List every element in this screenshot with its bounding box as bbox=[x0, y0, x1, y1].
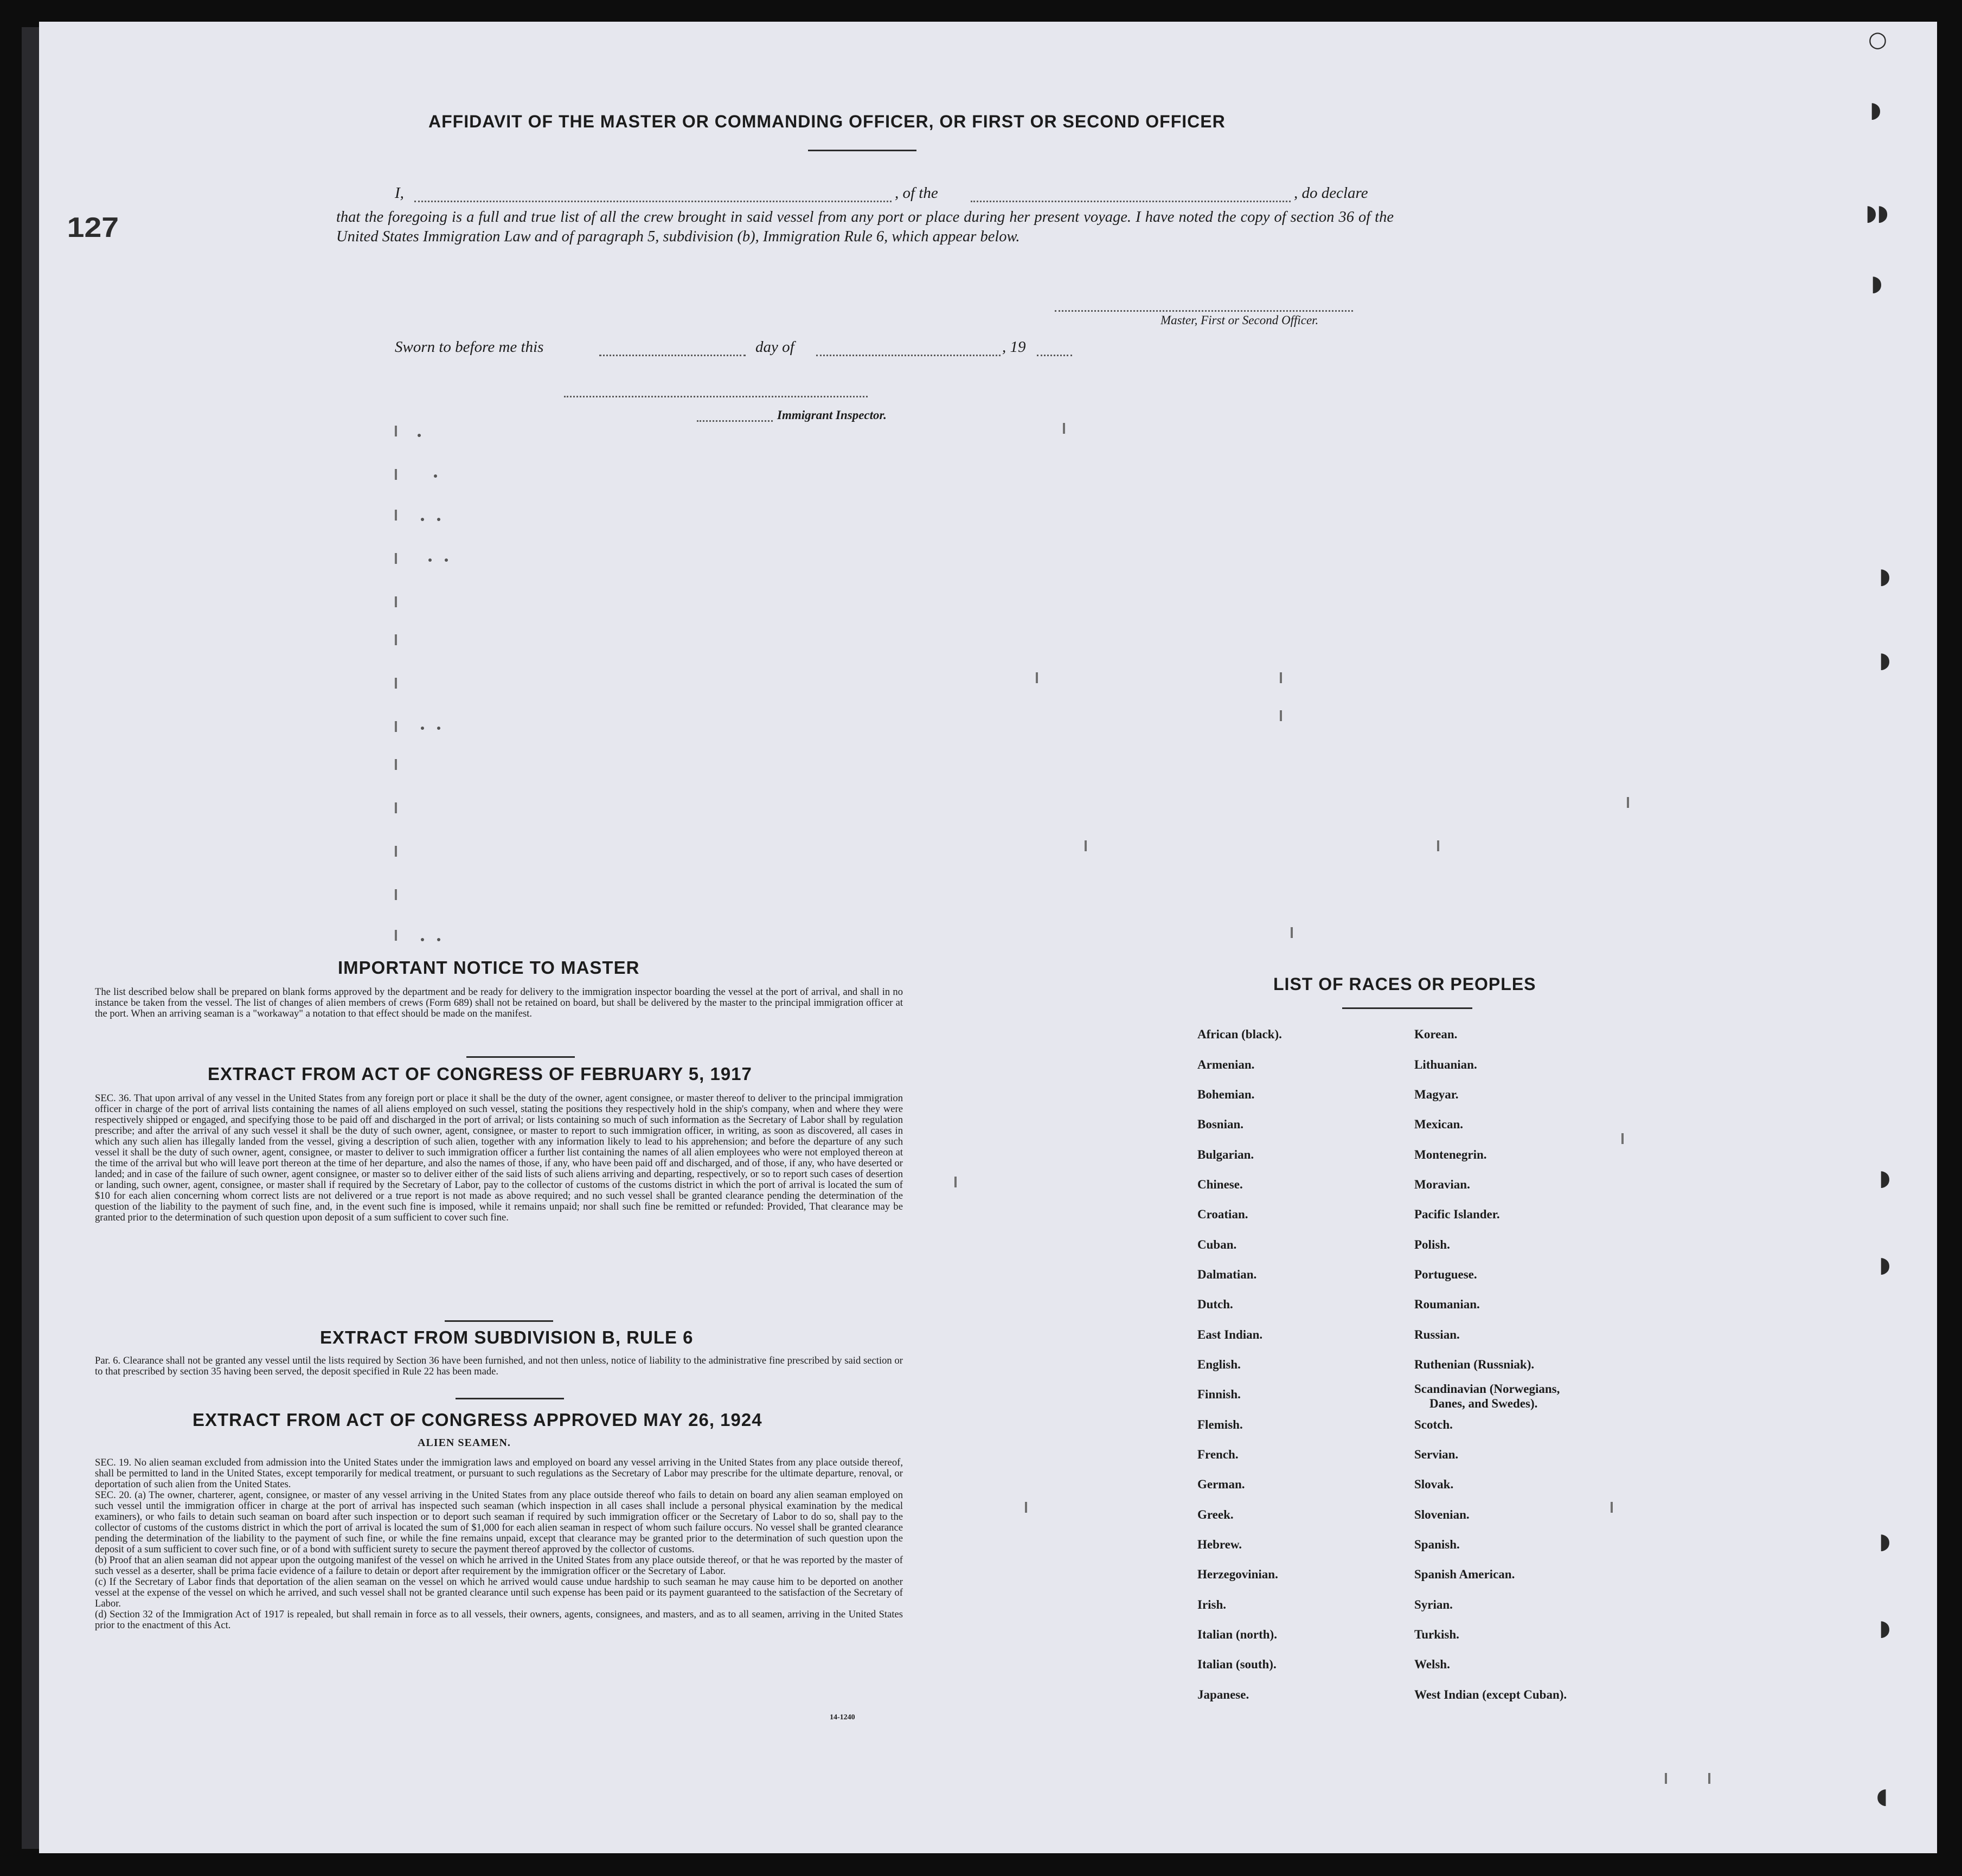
race-left: Chinese. bbox=[1197, 1178, 1243, 1191]
race-right: Mexican. bbox=[1414, 1117, 1464, 1131]
column-dot bbox=[437, 518, 440, 521]
race-right: Danes, and Swedes). bbox=[1429, 1397, 1538, 1410]
race-left: African (black). bbox=[1197, 1027, 1282, 1041]
race-right: Servian. bbox=[1414, 1448, 1459, 1461]
sworn-year-blank[interactable] bbox=[1037, 355, 1072, 356]
column-tick bbox=[1708, 1773, 1710, 1784]
affidavit-line1-declare: , do declare bbox=[1294, 184, 1368, 202]
act1924-sec20b: (b) Proof that an alien seaman did not appear upon the outgoing manifest of the vessel on which he arrived in the United States from any place outside thereof, or that he was reported by the master of such vessel as a deserter, shall be prima facie evidence of a failure to detain or deport after requirement by the immigration officer or the Secretary of Labor. bbox=[95, 1554, 903, 1577]
punch-hole-icon: ◖ bbox=[1876, 1784, 1888, 1809]
punch-hole-icon: ◗ bbox=[1879, 1166, 1891, 1191]
race-left: Irish. bbox=[1197, 1598, 1227, 1611]
signature-label: Master, First or Second Officer. bbox=[1160, 313, 1319, 327]
inspector-blank[interactable] bbox=[564, 396, 868, 397]
column-dot bbox=[418, 434, 421, 437]
signature-blank[interactable] bbox=[1055, 310, 1353, 312]
race-left: Hebrew. bbox=[1197, 1538, 1242, 1551]
punch-hole-icon: ◗ bbox=[1879, 1252, 1891, 1277]
race-right: Montenegrin. bbox=[1414, 1148, 1487, 1161]
race-left: Armenian. bbox=[1197, 1058, 1255, 1071]
race-right: Scandinavian (Norwegians, bbox=[1414, 1382, 1560, 1396]
column-tick bbox=[395, 846, 397, 857]
race-right: West Indian (except Cuban). bbox=[1414, 1688, 1567, 1701]
column-tick bbox=[1437, 840, 1439, 851]
sworn-prefix: Sworn to before me this bbox=[395, 338, 544, 356]
race-right: Slovak. bbox=[1414, 1477, 1454, 1491]
race-left: Bohemian. bbox=[1197, 1088, 1255, 1101]
column-tick bbox=[1085, 840, 1087, 851]
form-number: 14-1240 bbox=[830, 1713, 855, 1721]
race-left: East Indian. bbox=[1197, 1328, 1263, 1341]
race-right: Turkish. bbox=[1414, 1628, 1459, 1641]
affidavit-line1-i: I, bbox=[395, 184, 404, 202]
affidavit-name-blank[interactable] bbox=[414, 201, 892, 202]
sheet-edge bbox=[22, 27, 40, 1849]
punch-hole-icon: ◗ bbox=[1870, 98, 1882, 123]
column-tick bbox=[395, 510, 397, 521]
race-right: Spanish. bbox=[1414, 1538, 1460, 1551]
race-left: Flemish. bbox=[1197, 1418, 1243, 1431]
race-right: Spanish American. bbox=[1414, 1567, 1515, 1581]
punch-hole-icon: ◗◗ bbox=[1865, 201, 1889, 226]
races-title: LIST OF RACES OR PEOPLES bbox=[1273, 974, 1536, 994]
race-right: Russian. bbox=[1414, 1328, 1460, 1341]
race-left: Bulgarian. bbox=[1197, 1148, 1254, 1161]
race-left: Italian (south). bbox=[1197, 1657, 1277, 1671]
race-right: Lithuanian. bbox=[1414, 1058, 1477, 1071]
sworn-day-blank[interactable] bbox=[599, 355, 746, 356]
act1917-body: SEC. 36. That upon arrival of any vessel in the United States from any foreign port or place it shall be the duty of the owner, agent consignee, or master thereof to deliver to the principal immigration officer in charge of the port of arrival lists containing the names of all aliens employed on such vessel, stating the positions they respectively hold in the ship's company, when and where they were respectively shipped or engaged, and specifying those to be paid off and discharged in the port of arrival; or lists containing so much of such information as the Secretary of Labor shall by regulation prescribe; and after the arrival of any such vessel it shall be the duty of such owner, agent, consignee, or master to report to such immigration officer, in writing, as soon as discovered, all cases in which any such alien has illegally landed from the vessel, giving a description of such alien, together with any information likely to lead to his apprehension; and before the departure of any such vessel it shall be the duty of such owner, agent, consignee, or master to deliver to such immigration officer a further list containing the names of all alien employees who were not employed thereon at the time of the arrival but who will leave port thereon at the time of her departure, and also the names of those, if any, who have been paid off and discharged, and of those, if any, who have deserted or landed; and in case of the failure of such owner, agent consignee, or master so to deliver either of the said lists of such aliens arriving and departing, respectively, or so to report such cases of desertion or landing, such owner, agent, consignee, or master shall if required by the Secretary of Labor, pay to the collector of customs of the customs district in which the port of arrival is located the sum of $10 for each alien concerning whom correct lists are not delivered or a true report is not made as above required; and no such vessel shall be granted clearance pending the determination of the question of the liability to the payment of such fine, and, in the event such fine is imposed, while it remains unpaid; nor shall such fine be remitted or refunded: Provided, That clearance may be granted prior to the determination of such question upon deposit of a sum sufficient to cover such fine. bbox=[95, 1093, 903, 1223]
sworn-day-of: day of bbox=[755, 338, 794, 356]
rule6-title: EXTRACT FROM SUBDIVISION B, RULE 6 bbox=[320, 1327, 694, 1347]
column-tick bbox=[1063, 423, 1065, 434]
inspector-blank-short bbox=[697, 420, 773, 422]
column-dot bbox=[434, 474, 437, 478]
race-right: Roumanian. bbox=[1414, 1297, 1480, 1311]
column-dot bbox=[437, 938, 440, 941]
race-left: Dalmatian. bbox=[1197, 1268, 1257, 1281]
race-left: Cuban. bbox=[1197, 1238, 1237, 1251]
sworn-month-blank[interactable] bbox=[816, 355, 1001, 356]
column-tick bbox=[1291, 927, 1293, 938]
column-tick bbox=[1665, 1773, 1667, 1784]
act1924-sections bbox=[95, 1457, 903, 1631]
column-tick bbox=[1611, 1502, 1613, 1513]
column-dot bbox=[437, 727, 440, 730]
punch-hole-icon: ◗ bbox=[1879, 648, 1891, 673]
affidavit-line1-of-the: , of the bbox=[895, 184, 938, 202]
punch-hole-icon: ○ bbox=[1868, 27, 1887, 52]
race-left: Italian (north). bbox=[1197, 1628, 1277, 1641]
column-tick bbox=[395, 889, 397, 900]
column-dot bbox=[445, 558, 448, 562]
race-right: Welsh. bbox=[1414, 1657, 1450, 1671]
sworn-year: , 19 bbox=[1002, 338, 1026, 356]
rule6-body: Par. 6. Clearance shall not be granted any vessel until the lists required by Section 36 have been furnished, and not then unless, notice of liability to the administrative fine prescribed by said section or to that prescribed by section 35 having been served, the deposit specified in Rule 22 has been made. bbox=[95, 1355, 903, 1377]
column-tick bbox=[395, 930, 397, 941]
race-right: Ruthenian (Russniak). bbox=[1414, 1358, 1535, 1371]
column-tick bbox=[954, 1177, 957, 1187]
margin-mark: 127 bbox=[67, 212, 119, 243]
column-tick bbox=[1280, 672, 1282, 683]
race-left: French. bbox=[1197, 1448, 1239, 1461]
race-right: Magyar. bbox=[1414, 1088, 1459, 1101]
act1924-title: EXTRACT FROM ACT OF CONGRESS APPROVED MAY 26, 1924 bbox=[193, 1410, 762, 1430]
column-tick bbox=[395, 721, 397, 732]
act1924-sec20d: (d) Section 32 of the Immigration Act of 1917 is repealed, but shall remain in force as to all vessels, their owners, agents, consignees, and masters, and as to all seamen, arriving in the United States prior to the enactment of this Act. bbox=[95, 1609, 903, 1631]
affidavit-title-rule bbox=[808, 150, 916, 151]
race-left: Herzegovinian. bbox=[1197, 1567, 1278, 1581]
column-tick bbox=[395, 469, 397, 480]
race-left: Japanese. bbox=[1197, 1688, 1249, 1701]
punch-hole-icon: ◗ bbox=[1879, 1529, 1891, 1554]
column-tick bbox=[395, 802, 397, 813]
column-tick bbox=[395, 553, 397, 564]
race-right: Polish. bbox=[1414, 1238, 1450, 1251]
section-rule bbox=[445, 1320, 553, 1322]
column-tick bbox=[1621, 1133, 1624, 1144]
affidavit-title: AFFIDAVIT OF THE MASTER OR COMMANDING OFFICER, OR FIRST OR SECOND OFFICER bbox=[428, 112, 1226, 131]
section-rule bbox=[466, 1056, 575, 1058]
affidavit-body: that the foregoing is a full and true list of all the crew brought in said vessel from any port or place during her present voyage. I have noted the copy of section 36 of the United States Immigration Law and of paragraph 5, subdivision (b), Immigration Rule 6, which appear below. bbox=[336, 209, 1394, 245]
column-tick bbox=[395, 759, 397, 770]
act1924-subtitle: ALIEN SEAMEN. bbox=[418, 1437, 511, 1449]
act1924-sec19: SEC. 19. No alien seaman excluded from admission into the United States under the immigration laws and employed on board any vessel arriving in the United States from any place outside thereof, shall be permitted to land in the United States, except temporarily for medical treatment, or pursuant to such regulations as the Secretary of Labor may prescribe for the ultimate departure, renoval, or deportation of such alien from the United States. bbox=[95, 1457, 903, 1490]
column-tick bbox=[395, 634, 397, 645]
notice-body: The list described below shall be prepared on blank forms approved by the department and be ready for delivery to the immigration inspector boarding the vessel at the port of arrival, and shall in no instance be taken from the vessel. The list of changes of alien members of crews (Form 689) shall not be retained on board, but shall be delivered by the master to the principal immigration officer at the port. When an arriving seaman is a "workaway" a notation to that effect should be made on the manifest. bbox=[95, 986, 903, 1019]
column-dot bbox=[421, 938, 424, 941]
race-right: Portuguese. bbox=[1414, 1268, 1477, 1281]
race-right: Scotch. bbox=[1414, 1418, 1453, 1431]
race-right: Korean. bbox=[1414, 1027, 1458, 1041]
race-left: Dutch. bbox=[1197, 1297, 1233, 1311]
column-dot bbox=[421, 727, 424, 730]
act1917-title: EXTRACT FROM ACT OF CONGRESS OF FEBRUARY 5, 1917 bbox=[208, 1064, 752, 1084]
inspector-label: Immigrant Inspector. bbox=[777, 408, 887, 422]
race-left: Greek. bbox=[1197, 1508, 1234, 1521]
race-right: Moravian. bbox=[1414, 1178, 1470, 1191]
column-dot bbox=[428, 558, 432, 562]
race-left: Croatian. bbox=[1197, 1207, 1248, 1221]
act1924-sec20c: (c) If the Secretary of Labor finds that deportation of the alien seaman on the vessel on which he arrived would cause undue hardship to such seaman he may cause him to be deported on another vessel at the expense of the vessel on which he arrived, and such vessel shall not be granted clearance until such expense has been paid or its payment guaranteed to the satisfaction of the Secretary of Labor. bbox=[95, 1576, 903, 1609]
punch-hole-icon: ◗ bbox=[1879, 564, 1891, 589]
column-tick bbox=[395, 678, 397, 689]
race-right: Syrian. bbox=[1414, 1598, 1453, 1611]
race-left: German. bbox=[1197, 1477, 1245, 1491]
race-right: Pacific Islander. bbox=[1414, 1207, 1500, 1221]
race-right: Slovenian. bbox=[1414, 1508, 1470, 1521]
section-rule bbox=[456, 1398, 564, 1399]
act1924-sec20a: SEC. 20. (a) The owner, charterer, agent, consignee, or master of any vessel arriving in the United States from any place outside thereof who fails to detain on board any alien seaman employed on such vessel until the immigration officer in charge at the port of arrival has inspected such seaman (which inspection in all cases shall include a personal physical examination by the medical examiners), or who fails to detain such seaman on board after such inspection or to deport such seaman if required by such immigration officer or the Secretary of Labor to do so, shall pay to the collector of customs of the customs district in which the port of arrival is located the sum of $1,000 for each alien seaman in respect of whom such failure occurs. No vessel shall be granted clearance pending the determination of the liability to the payment of such fine, or while the fine remains unpaid, except that clearance may be granted prior to the determination of such question upon the deposit of a sum sufficient to cover such fine, or of a bond with sufficient surety to secure the payment thereof approved by the collector of customs. bbox=[95, 1489, 903, 1555]
column-tick bbox=[1627, 797, 1629, 808]
column-tick bbox=[1025, 1502, 1027, 1513]
column-tick bbox=[1280, 710, 1282, 721]
races-title-rule bbox=[1342, 1007, 1472, 1009]
race-left: English. bbox=[1197, 1358, 1241, 1371]
column-tick bbox=[1036, 672, 1038, 683]
race-left: Bosnian. bbox=[1197, 1117, 1244, 1131]
punch-hole-icon: ◗ bbox=[1879, 1616, 1891, 1641]
race-left: Finnish. bbox=[1197, 1387, 1241, 1401]
column-tick bbox=[395, 426, 397, 436]
notice-title: IMPORTANT NOTICE TO MASTER bbox=[338, 958, 640, 978]
punch-hole-icon: ◗ bbox=[1871, 271, 1883, 296]
column-dot bbox=[421, 518, 424, 521]
affidavit-vessel-blank[interactable] bbox=[971, 201, 1291, 202]
column-tick bbox=[395, 596, 397, 607]
